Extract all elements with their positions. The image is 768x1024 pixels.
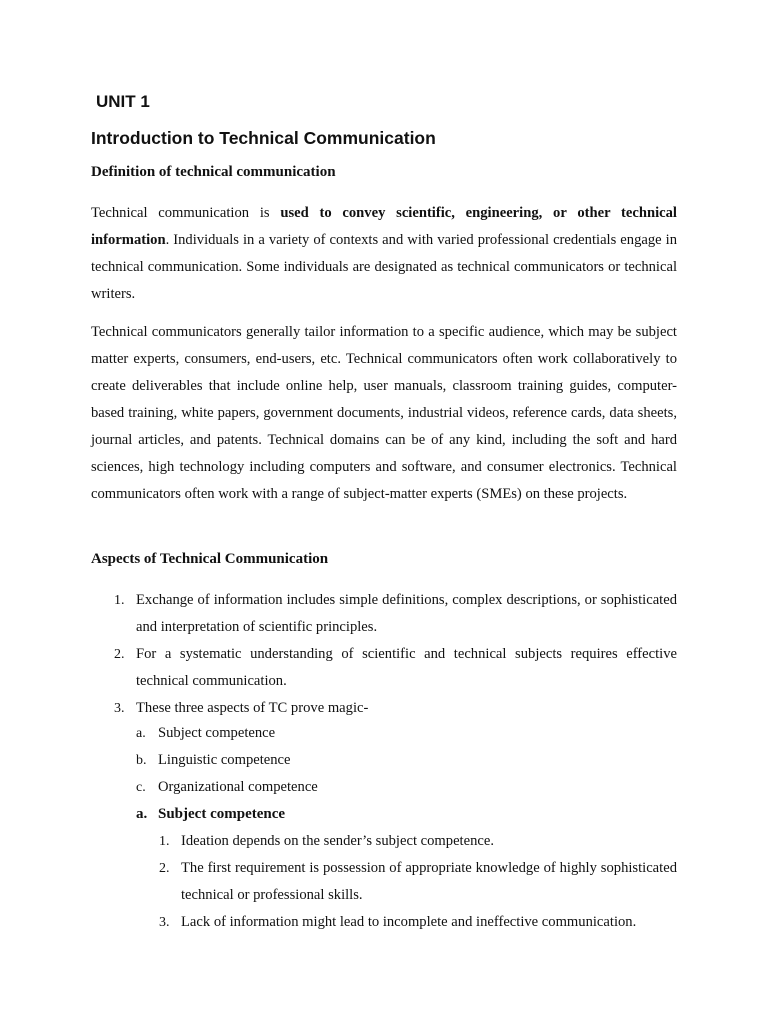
list-item: [114, 695, 677, 722]
list-number: 1.: [159, 834, 170, 849]
list-item-text: For a systematic understanding of scientific and technical subjects requires effective technical communication.: [136, 646, 677, 689]
communicators-paragraph: Technical communicators generally tailor information to a specific audience, which may be subject matter experts, consumers, end-users, etc. Technical communicators often work collaboratively to create deliverables that include online help, user manuals, classroom training guides, computer-based training, white papers, government documents, industrial videos, reference cards, data sheets, journal articles, and patents. Technical domains can be of any kind, including the soft and hard sciences, high technology including computers and software, and consumer electronics. Technical communicators often work with a range of subject-matter experts (SMEs) on these projects.: [91, 324, 677, 502]
list-item-text: The first requirement is possession of appropriate knowledge of highly sophisticated technical or professional skills.: [181, 860, 677, 903]
unit-label: UNIT 1: [96, 92, 150, 111]
sub-list-letter: b.: [136, 753, 147, 768]
list-number: 1.: [114, 593, 125, 608]
list-item-text: These three aspects of TC prove magic-: [136, 700, 369, 716]
definition-text-bold: used to convey scientific, engineering, or other technical information: [91, 205, 677, 248]
definition-text-lead: Technical communication is: [91, 205, 281, 221]
list-item-text: Lack of information might lead to incomplete and ineffective communication.: [181, 914, 637, 930]
sub-list-text: Subject competence: [158, 725, 276, 741]
list-item-text: Exchange of information includes simple definitions, complex descriptions, or sophisticated and interpretation of scientific principles.: [136, 592, 677, 635]
list-number: 2.: [159, 861, 170, 876]
sub-heading-letter: a.: [136, 806, 148, 822]
subject-competence-heading: [136, 801, 286, 828]
definition-paragraph: [91, 200, 677, 308]
page-title: Introduction to Technical Communication: [91, 128, 436, 148]
sub-list-item: [136, 720, 276, 747]
list-number: 2.: [114, 647, 125, 662]
list-item: [159, 855, 677, 909]
list-item: [114, 641, 677, 695]
list-item-text: Ideation depends on the sender’s subject competence.: [181, 833, 494, 849]
sub-list-letter: a.: [136, 726, 146, 741]
definition-text-rest: . Individuals in a variety of contexts and with varied professional credentials engage in technical communication. Some individuals are designated as technical communicators or technical writers.: [91, 232, 677, 302]
list-number: 3.: [114, 701, 125, 716]
list-number: 3.: [159, 915, 170, 930]
sub-list-letter: c.: [136, 780, 146, 795]
sub-heading-text: Subject competence: [158, 806, 286, 822]
section-heading-definition: Definition of technical communication: [91, 164, 336, 180]
sub-list-item: [136, 774, 318, 801]
sub-list-text: Linguistic competence: [158, 752, 291, 768]
list-item: [114, 587, 677, 641]
list-item: [159, 828, 677, 855]
sub-list-text: Organizational competence: [158, 779, 318, 795]
section-heading-aspects: Aspects of Technical Communication: [91, 551, 329, 567]
list-item: [159, 909, 677, 936]
sub-list-item: [136, 747, 291, 774]
